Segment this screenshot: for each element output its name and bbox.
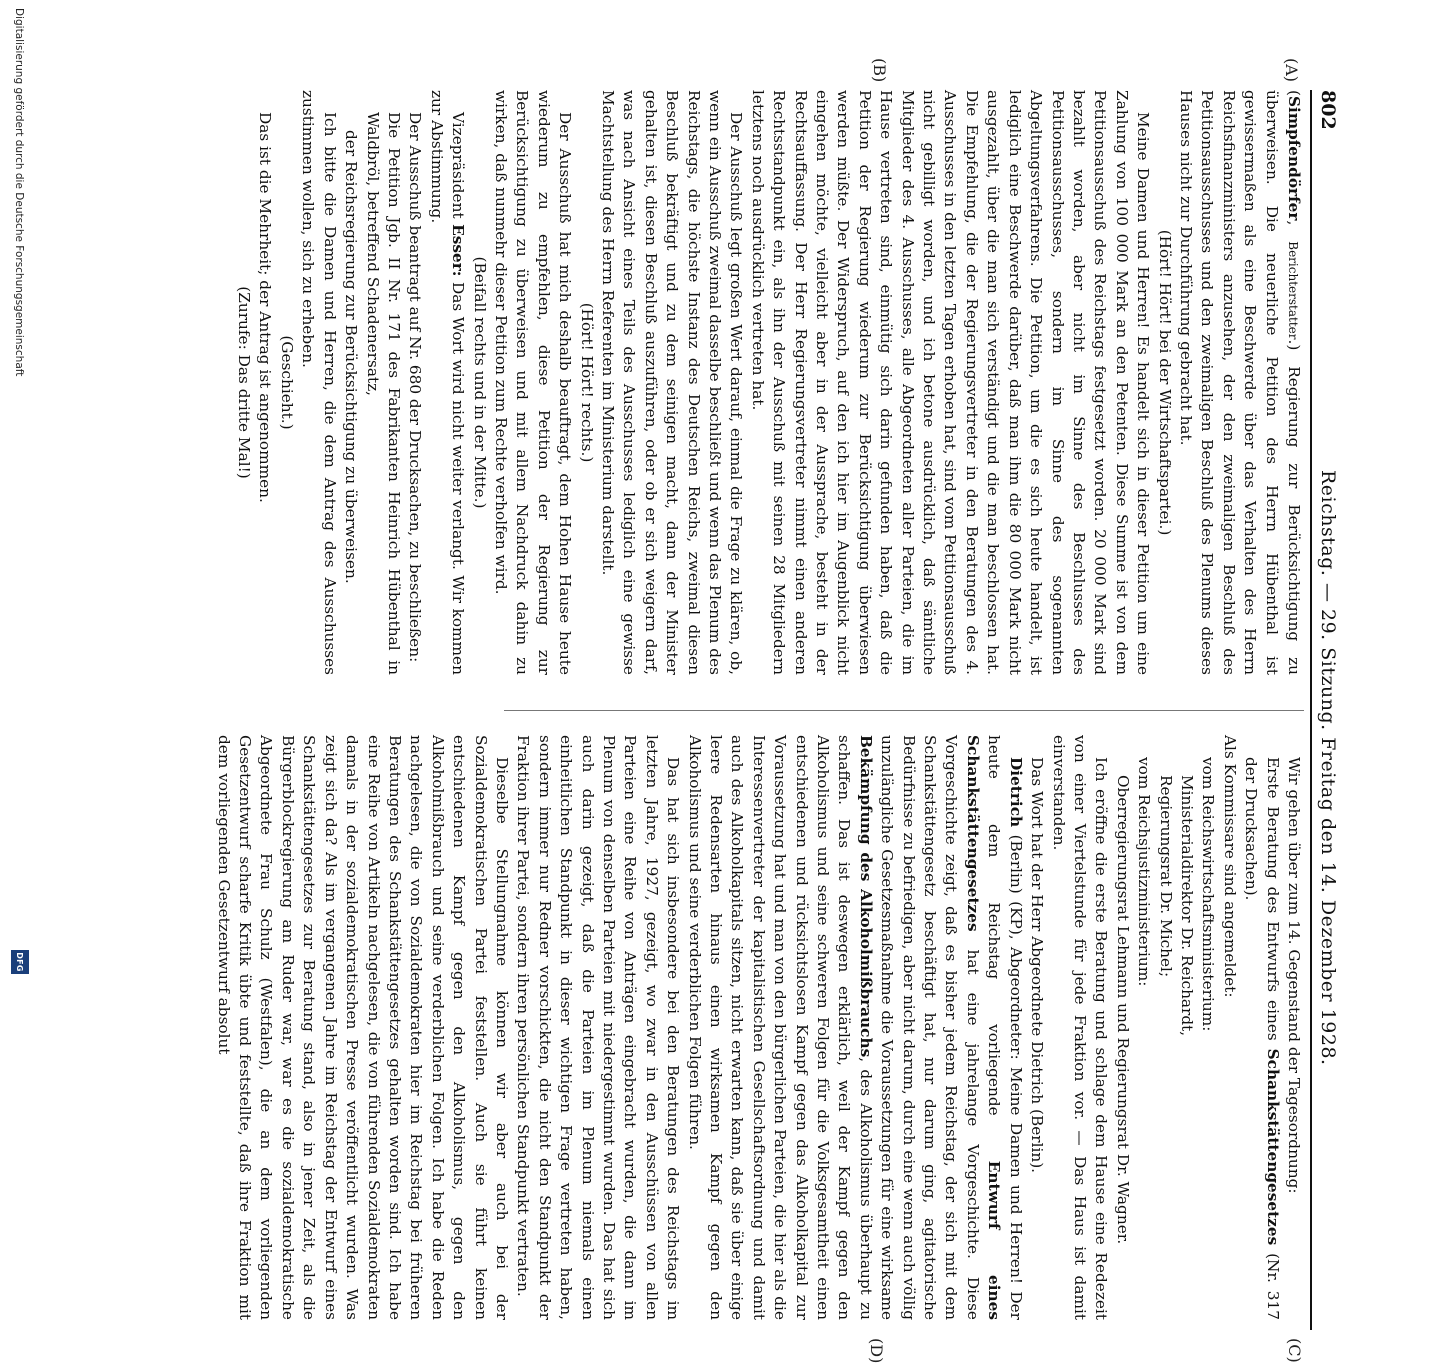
motion-text: der Reichsregierung zur Berücksichtigung zu überweisen. bbox=[342, 130, 361, 584]
ministry-line: vom Reichswirtschaftsministerium: bbox=[1199, 757, 1218, 1032]
paragraph: Ich eröffne die erste Beratung und schlage dem Hause eine Redezeit von einer Viertelstunde für jede Fraktion vor. — Das Haus ist damit einverstanden. bbox=[1049, 735, 1111, 1320]
interjection: (Beifall rechts und in der Mitte.) bbox=[470, 256, 489, 509]
margin-marker-a: (A) bbox=[1282, 58, 1301, 83]
page-header bbox=[1309, 90, 1339, 1330]
page-number: 802 bbox=[1317, 90, 1339, 130]
paragraph: Meine Damen und Herren! Es handelt sich in dieser Petition um eine Zahlung von 100 000 Mark an den Petenten. Diese Summe ist von dem Petitionsausschuß des Reichstags festgesetzt worden. 20 000 Mark sind bezahlt worden, aber nicht im Sinne des Beschlusses des Petitionsausschusses, sondern im Sinne des sogenannten Abgeltungsverfahrens. Die Petition, um die es sich heute handelt, ist lediglich eine Beschwerde darüber, daß man ihm die 80 000 Mark nicht ausgezahlt, über die man sich verständigt und die man beschlossen hat. Die Empfehlung, die der Regierungsvertreter in den Beratungen des 4. Ausschusses in den letzten Tagen erhoben hat, sind vom Petitionsausschuß nicht gebilligt worden, und ich betone ausdrücklich, daß sämtliche Mitglieder des 4. Ausschusses, alle Abgeordneten aller Parteien, die im Hause vertreten sind, einmütig sich darin gefunden haben, daß die Petition der Regierung wiederum zur Berücksichtigung überwiesen werden müßte. Der Widerspruch, auf den ich hier im Augenblick nicht eingehen möchte, vielleicht aber in der Aussprache, besteht in der Rechtsauffassung. Der Herr Regierungsvertreter nimmt einen anderen Rechtsstandpunkt ein, als ihn der Ausschuß mit seinen 28 Mitgliedern letztens noch ausdrücklich vertreten hat. bbox=[748, 90, 1153, 675]
digitization-credit: Digitalisierung gefördert durch die Deutsche Forschungsgemeinschaft bbox=[13, 8, 25, 377]
margin-marker-d: (D) bbox=[867, 1338, 886, 1363]
margin-marker-b: (B) bbox=[870, 58, 889, 83]
page-footer bbox=[3, 0, 29, 1000]
motion-text: Die Petition Jgb. II Nr. 171 des Fabrikanten Heinrich Hübenthal in Waldbröl, betreffend Schadenersatz, bbox=[363, 112, 403, 675]
paragraph: Das ist die Mehrheit; der Antrag ist angenommen. bbox=[256, 112, 275, 503]
speaker-role: Berichterstatter bbox=[1286, 241, 1300, 340]
paragraph: Der Ausschuß legt großen Wert darauf, einmal die Frage zu klären, ob, wenn ein Ausschuß zweimal dasselbe beschließt und wenn das Plenum des Reichstags, die höchste Instanz des Deutschen Reichs, zweimal diesen Beschluß bekräftigt und zu dem seinigen macht, dann der Minister gehalten ist, diesen Beschluß auszuführen, oder ob er sich weigern darf, was nach Ansicht eines Teils des Ausschusses lediglich eine gewisse Machtstellung des Herrn Referenten im Ministerium darstellt. bbox=[599, 90, 746, 675]
speaker-name: Simpfendörfer bbox=[1285, 95, 1303, 221]
margin-marker-c: (C) bbox=[1285, 1338, 1304, 1363]
paragraph: Vizepräsident Esser: Das Wort wird nicht weiter verlangt. Wir kommen zur Abstimmung. bbox=[427, 90, 468, 675]
interjection: (Hört! Hört! bei der Wirtschaftspartei.) bbox=[1155, 229, 1174, 536]
commissioner-line: Oberregierungsrat Lehmann und Regierungsrat Dr. Wagner. bbox=[1113, 775, 1132, 1245]
agenda-item: Erste Beratung des Entwurfs eines Schankstättengesetzes (Nr. 317 der Drucksachen). bbox=[1242, 757, 1282, 1320]
running-title: Reichstag. — 29. Sitzung. Freitag den 14. Dezember 1928. bbox=[1317, 470, 1339, 1066]
paragraph: Ich bitte die Damen und Herren, die dem Antrag des Ausschusses zustimmen wollen, sich zu erheben. bbox=[299, 90, 339, 675]
column-divider bbox=[504, 710, 1304, 711]
paragraph: Wir gehen über zum 14. Gegenstand der Tagesordnung: bbox=[1285, 757, 1303, 1194]
ministry-line: vom Reichsjustizministerium: bbox=[1135, 757, 1154, 987]
header-rule bbox=[1310, 90, 1312, 1330]
commissioner-line: Ministerialdirektor Dr. Reichardt, bbox=[1177, 775, 1196, 1037]
paragraph: Das hat sich insbesondere bei den Beratungen des Reichstags im letzten Jahre, 1927, gezeigt, wo zwar in den Ausschüssen von allen Parteien eine Reihe von Anträgen eingebracht wurden, die dann im Plenum von denselben Parteien mit niedergestimmt wurden. Das hat sich auch darin gezeigt, daß die Parteien im Plenum niemals einen einheitlichen Standpunkt in dieser wichtigen Frage vertreten haben, sondern immer nur Redner vorschickten, die nicht den Standpunkt der Fraktion ihrer Partei, sondern ihren persönlichen Standpunkt vertraten. bbox=[514, 735, 683, 1320]
paragraph: Als Kommissare sind angemeldet: bbox=[1220, 735, 1239, 998]
paragraph: Der Ausschuß hat mich deshalb beauftragt, dem Hohen Hause heute wiederum zu empfehlen, diese Petition der Regierung zur Berücksichtigung zu überweisen und mit allem Nachdruck dahin zu wirken, daß nunmehr dieser Petition zum Rechte verholfen wird. bbox=[491, 90, 575, 675]
paragraph: (Simpfendörfer, Berichterstatter.) Regierung zur Berücksichtigung zu überweisen. Die neuerliche Petition des Herrn Hübenthal ist gewissermaßen als eine Beschwerde über das Verhalten des Herrn Reichsfinanzministers anzusehen, der den zweimaligen Beschluß des Petitionsausschusses und den zweimaligen Beschluß des Plenums dieses Hauses nicht zur Durchführung gebracht hat. bbox=[1176, 90, 1303, 676]
paragraph: Der Ausschuß beantragt auf Nr. 680 der Drucksachen, zu beschließen: bbox=[406, 112, 425, 663]
right-column bbox=[212, 735, 1304, 1320]
interjection: (Hört! Hört! rechts.) bbox=[577, 302, 596, 463]
commissioner-line: Regierungsrat Dr. Michel; bbox=[1156, 775, 1175, 978]
speaker-name: Esser: bbox=[449, 224, 468, 277]
interjection: (Geschieht.) bbox=[277, 335, 296, 430]
left-column bbox=[233, 90, 1304, 675]
dfg-logo: DFG bbox=[11, 950, 29, 974]
interjection: (Zurufe: Das dritte Mal!) bbox=[235, 286, 254, 479]
paragraph: Dieselbe Stellungnahme können wir aber auch bei der Sozialdemokratischen Partei feststellen. Auch sie führt keinen entschiedenen Kampf gegen den Alkoholismus, gegen den Alkoholmißbrauch und seine verderblichen Folgen. Ich habe die Reden nachgelesen, die von Sozialdemokraten hier im Reichstag bei früheren Beratungen des Schankstättengesetzes gehalten worden sind. Ich habe eine Reihe von Artikeln nachgelesen, die von führenden Sozialdemokraten damals in der sozialdemokratischen Presse veröffentlicht wurden. Was zeigt sich da? Als im vergangenen Jahre im Reichstag der Entwurf eines Schankstättengesetzes zur Beratung stand, also in jener Zeit, als die Bürgerblockregierung am Ruder war, war es die sozialdemokratische Abgeordnete Frau Schulz (Westfalen), die an dem vorliegenden Gesetzentwurf scharfe Kritik übte und feststellte, daß ihre Fraktion mit dem vorliegenden Gesetzentwurf absolut bbox=[214, 735, 511, 1320]
speaker-name: Dietrich bbox=[1006, 757, 1025, 828]
paragraph: Das Wort hat der Herr Abgeordnete Dietrich (Berlin). bbox=[1028, 757, 1047, 1174]
paragraph: Dietrich (Berlin) (KP), Abgeordneter: Meine Damen und Herren! Der heute dem Reichstag vorliegende Entwurf eines Schankstättengesetzes hat eine jahrelange Vorgeschichte. Diese Vorgeschichte zeigt, daß es bisher jedem Reichstag, der sich mit dem Schankstättengesetz beschäftigt hat, nur darum ging, agitatorische Bedürfnisse zu befriedigen, aber nicht darum, durch eine wenn auch völlig unzulängliche Gesetzesmaßnahme die Voraussetzungen für eine wirksame Bekämpfung des Alkoholmißbrauchs, des Alkoholismus überhaupt zu schaffen. Das ist deswegen erklärlich, weil der Kampf gegen den Alkoholismus und seine schweren Folgen für die Volksgesamtheit einen entschiedenen und rücksichtslosen Kampf gegen das Alkoholkapital zur Voraussetzung hat und man von den bürgerlichen Parteien, die hier als die Interessenvertreter der kapitalistischen Gesellschaftsordnung und damit auch des Alkoholkapitals sitzen, nicht erwarten kann, daß sie über einige leere Redensarten hinaus einen wirksamen Kampf gegen den Alkoholismus und seine verderblichen Folgen führen. bbox=[685, 735, 1025, 1320]
